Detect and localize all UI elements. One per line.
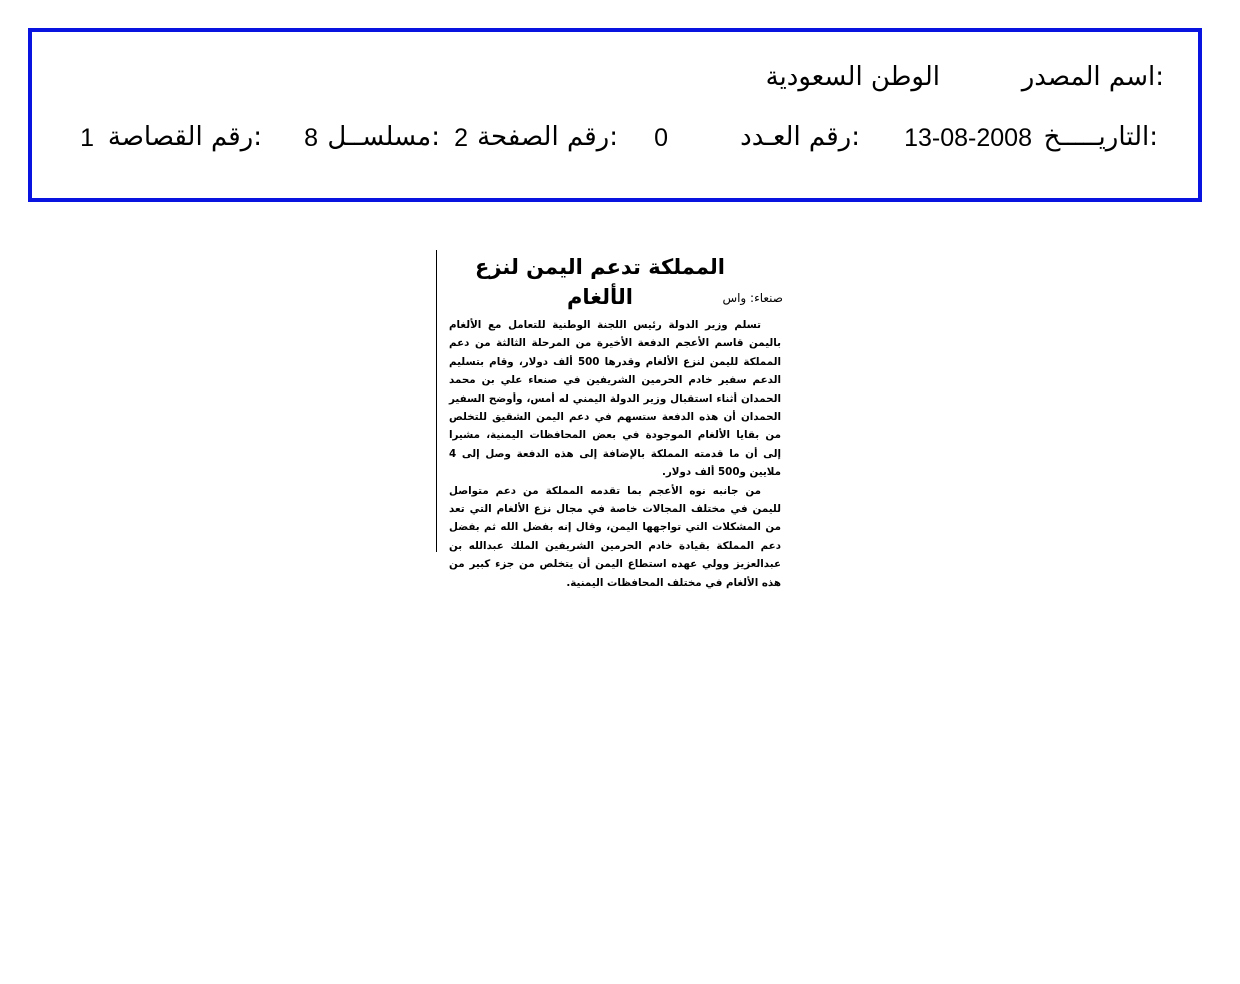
issue-label: رقم العـدد:	[740, 122, 860, 152]
source-label: اسم المصدر:	[1021, 62, 1164, 92]
page-label: رقم الصفحة:	[477, 122, 618, 152]
article-byline: صنعاء: واس	[722, 291, 783, 305]
serial-value: 8	[304, 124, 318, 152]
date-label: التاريـــــخ:	[1043, 122, 1158, 152]
date-value: 13-08-2008	[904, 124, 1032, 152]
newspaper-clipping	[436, 250, 787, 589]
serial-label: مسلســل:	[327, 122, 440, 152]
clip-label: رقم القصاصة:	[107, 122, 262, 152]
issue-value: 0	[654, 124, 668, 152]
article-headline: المملكة تدعم اليمن لنزع الألغام	[474, 255, 726, 309]
page-value: 2	[454, 124, 468, 152]
article-paragraph: تسلم وزير الدولة رئيس اللجنة الوطنية للتعامل مع الألغام باليمن قاسم الأعجم الدفعة الأخيرة من المرحلة الثالثة من دعم المملكة لليمن لنزع الألغام وقدرها 500 ألف دولار، وقام بتسليم الدعم سفير خادم الحرمين الشريفين في صنعاء علي بن محمد الحمدان أثناء استقبال وزير الدولة اليمني له أمس، وأوضح السفير الحمدان أن هذه الدفعة ستسهم في دعم اليمن الشقيق للتخلص من بقايا الألغام الموجودة في بعض المحافظات اليمنية، مشيرا إلى أن ما قدمته المملكة بالإضافة إلى هذه الدفعة وصل إلى 4 ملايين و500 ألف دولار.	[449, 319, 781, 479]
document-metadata-box	[28, 28, 1202, 202]
clip-value: 1	[80, 124, 94, 152]
article-body	[449, 316, 781, 592]
source-value: الوطن السعودية	[765, 62, 940, 92]
article-paragraph: من جانبه نوه الأعجم بما تقدمه المملكة من دعم متواصل لليمن في مختلف المجالات خاصة في مجال نزع الألغام التي تعد من المشكلات التي تواجهها اليمن، وقال إنه بفضل الله ثم بفضل دعم المملكة بقيادة خادم الحرمين الشريفين الملك عبدالله بن عبدالعزيز وولي عهده استطاع اليمن أن يتخلص من جزء كبير من هذه الألغام في مختلف المحافظات اليمنية.	[449, 484, 781, 589]
